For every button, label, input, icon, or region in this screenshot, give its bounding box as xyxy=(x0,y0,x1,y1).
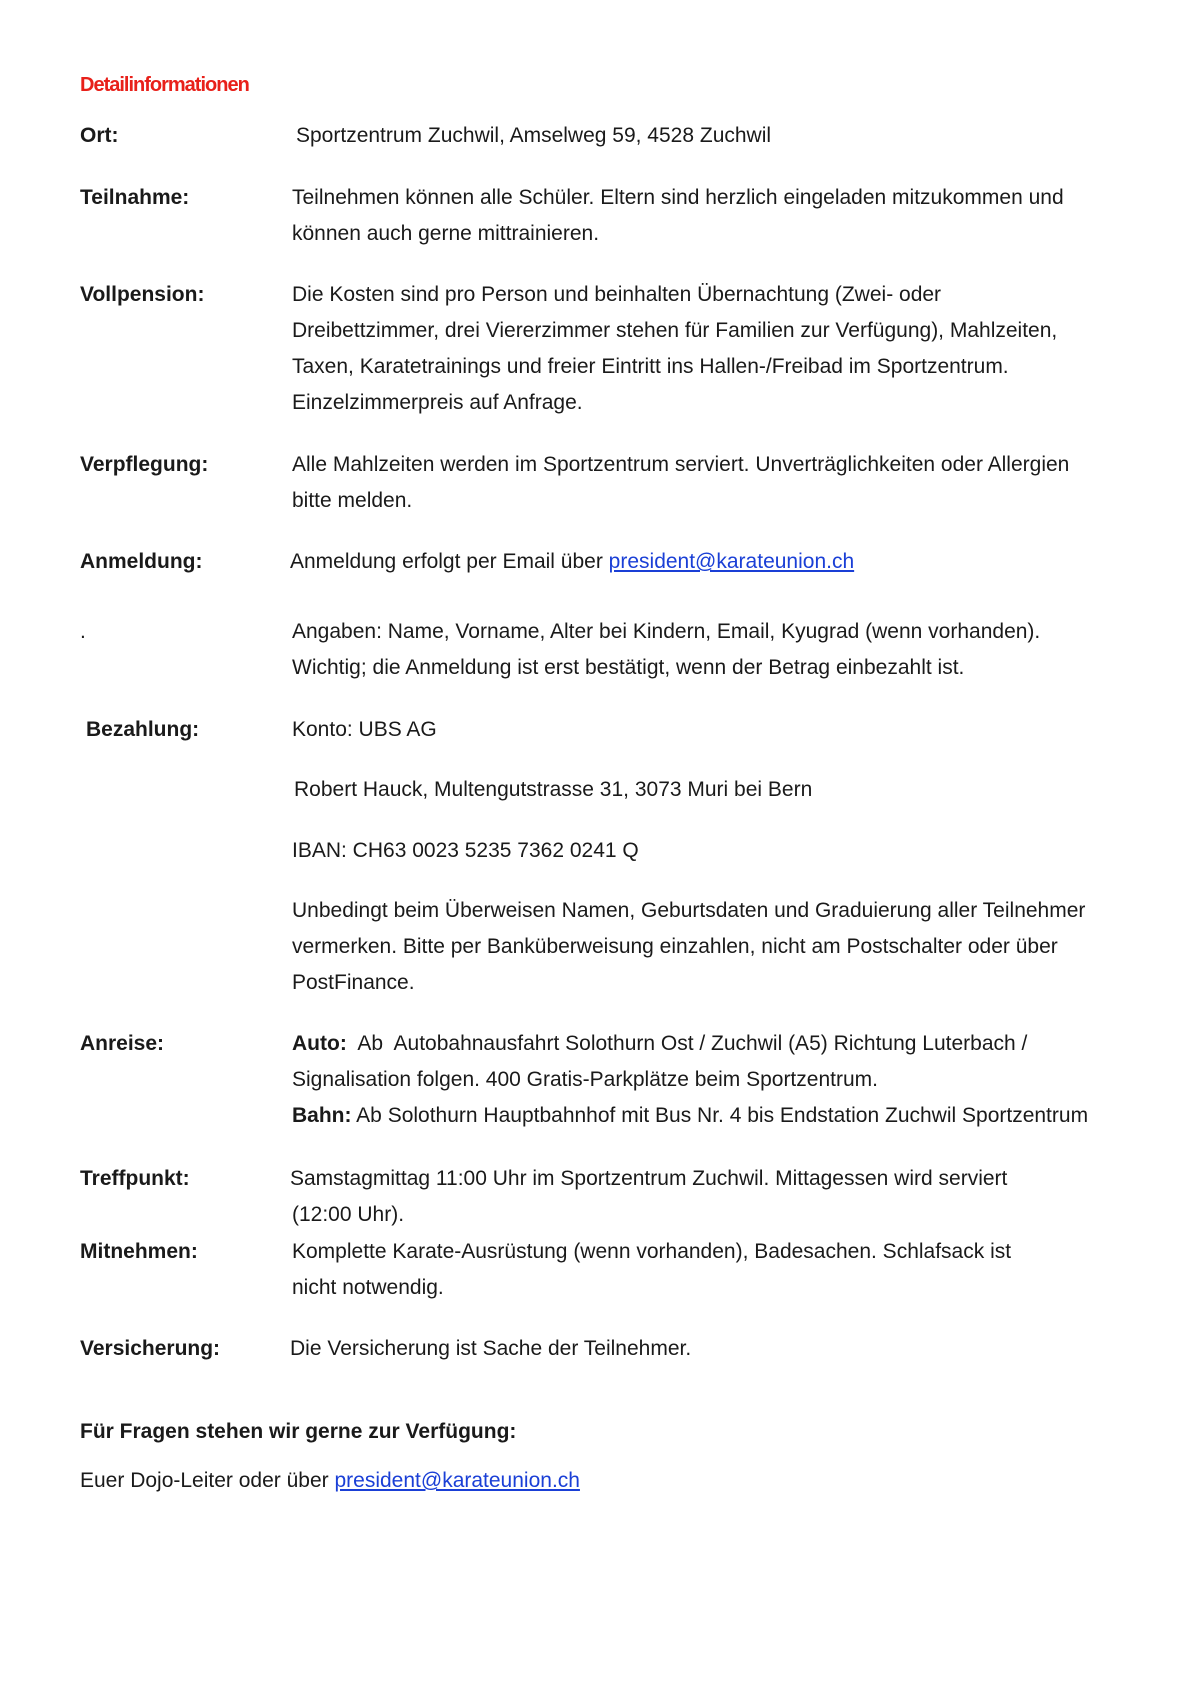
anreise-auto-text: Ab Autobahnausfahrt Solothurn Ost / Zuchwil (A5) Richtung Luterbach / xyxy=(346,1032,1028,1055)
angaben-marker: . xyxy=(80,620,86,643)
anreise-auto-line-1 xyxy=(292,1026,1027,1062)
label-versicherung: Versicherung: xyxy=(80,1337,221,1360)
fragen-prefix: Euer Dojo-Leiter oder über xyxy=(80,1469,335,1492)
anreise-bahn-line xyxy=(292,1098,1088,1134)
label-anmeldung: Anmeldung: xyxy=(80,550,203,573)
fragen-text xyxy=(80,1463,580,1499)
ort-text: Sportzentrum Zuchwil, Amselweg 59, 4528 Zuchwil xyxy=(296,124,772,147)
angaben-line-1: Angaben: Name, Vorname, Alter bei Kindern, Email, Kyugrad (wenn vorhanden). xyxy=(292,620,1041,643)
label-ort: Ort: xyxy=(80,124,119,147)
bezahlung-note-line-2: vermerken. Bitte per Banküberweisung einzahlen, nicht am Postschalter oder über xyxy=(292,935,1058,958)
anmeldung-prefix: Anmeldung erfolgt per Email über xyxy=(290,550,609,573)
versicherung-text: Die Versicherung ist Sache der Teilnehmer. xyxy=(290,1337,692,1360)
vollpension-line-4: Einzelzimmerpreis auf Anfrage. xyxy=(292,391,583,414)
anmeldung-text xyxy=(290,544,854,580)
verpflegung-line-1: Alle Mahlzeiten werden im Sportzentrum serviert. Unverträglichkeiten oder Allergien xyxy=(292,453,1070,476)
verpflegung-line-2: bitte melden. xyxy=(292,489,413,512)
bezahlung-note-line-3: PostFinance. xyxy=(292,971,415,994)
label-anreise: Anreise: xyxy=(80,1032,165,1055)
vollpension-line-3: Taxen, Karatetrainings und freier Eintritt ins Hallen-/Freibad im Sportzentrum. xyxy=(292,355,1009,378)
vollpension-line-1: Die Kosten sind pro Person und beinhalten Übernachtung (Zwei- oder xyxy=(292,283,942,306)
anreise-bahn-label: Bahn: xyxy=(292,1104,352,1127)
label-teilnahme: Teilnahme: xyxy=(80,186,190,209)
angaben-line-2: Wichtig; die Anmeldung ist erst bestätigt, wenn der Betrag einbezahlt ist. xyxy=(292,656,965,679)
label-treffpunkt: Treffpunkt: xyxy=(80,1167,190,1190)
label-mitnehmen: Mitnehmen: xyxy=(80,1240,198,1263)
bezahlung-note-line-1: Unbedingt beim Überweisen Namen, Geburtsdaten und Graduierung aller Teilnehmer xyxy=(292,899,1086,922)
teilnahme-line-1: Teilnehmen können alle Schüler. Eltern sind herzlich eingeladen mitzukommen und xyxy=(292,186,1064,209)
mitnehmen-line-2: nicht notwendig. xyxy=(292,1276,444,1299)
treffpunkt-line-1: Samstagmittag 11:00 Uhr im Sportzentrum Zuchwil. Mittagessen wird serviert xyxy=(290,1167,1008,1190)
vollpension-line-2: Dreibettzimmer, drei Viererzimmer stehen für Familien zur Verfügung), Mahlzeiten, xyxy=(292,319,1058,342)
anreise-bahn-text: Ab Solothurn Hauptbahnhof mit Bus Nr. 4 bis Endstation Zuchwil Sportzentrum xyxy=(351,1104,1089,1127)
anmeldung-email-link[interactable]: president@karateunion.ch xyxy=(608,550,855,573)
label-bezahlung: Bezahlung: xyxy=(86,718,200,741)
label-vollpension: Vollpension: xyxy=(80,283,205,306)
bezahlung-konto: Konto: UBS AG xyxy=(292,718,437,741)
treffpunkt-line-2: (12:00 Uhr). xyxy=(292,1203,405,1226)
anreise-auto-label: Auto: xyxy=(292,1032,347,1055)
anreise-auto-line-2: Signalisation folgen. 400 Gratis-Parkplätze beim Sportzentrum. xyxy=(292,1068,878,1091)
section-heading: Detailinformationen xyxy=(80,74,249,96)
mitnehmen-line-1: Komplette Karate-Ausrüstung (wenn vorhanden), Badesachen. Schlafsack ist xyxy=(292,1240,1012,1263)
bezahlung-address: Robert Hauck, Multengutstrasse 31, 3073 Muri bei Bern xyxy=(294,778,813,801)
label-verpflegung: Verpflegung: xyxy=(80,453,209,476)
bezahlung-iban: IBAN: CH63 0023 5235 7362 0241 Q xyxy=(292,839,639,862)
teilnahme-line-2: können auch gerne mittrainieren. xyxy=(292,222,600,245)
fragen-email-link[interactable]: president@karateunion.ch xyxy=(334,1469,580,1492)
fragen-title: Für Fragen stehen wir gerne zur Verfügung: xyxy=(80,1420,517,1443)
